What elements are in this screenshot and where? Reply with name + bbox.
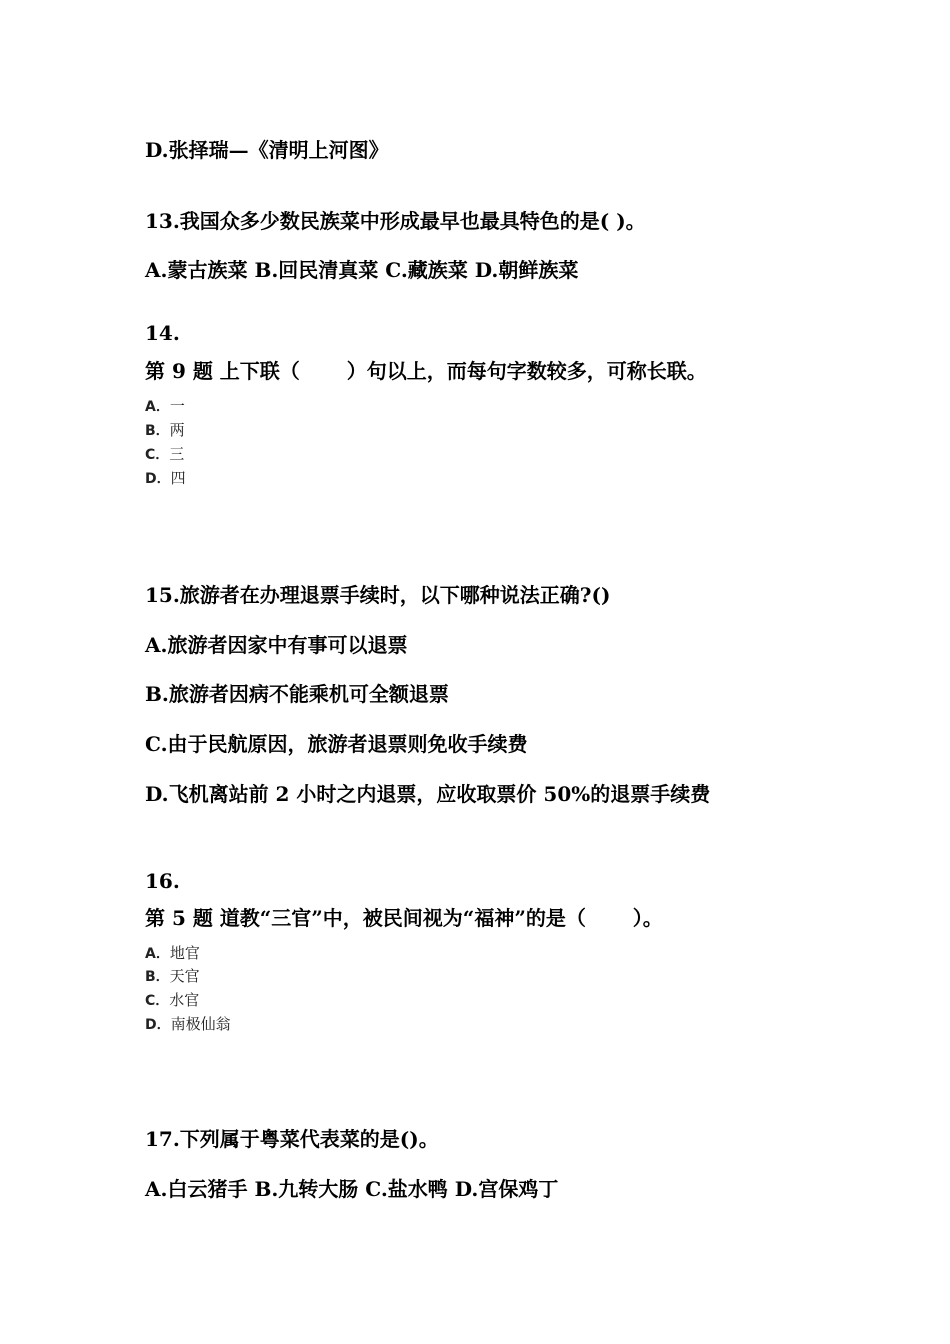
- q14-option-d: D．四: [145, 469, 186, 487]
- q14-option-c: C．三: [145, 445, 185, 463]
- q14-option-b: B．两: [145, 421, 185, 439]
- q15-option-b: B.旅游者因病不能乘机可全额退票: [145, 682, 449, 706]
- q12-option-d: D.张择瑞—《清明上河图》: [145, 138, 389, 162]
- q16-option-b: B．天官: [145, 967, 200, 985]
- q14-option-a: A．一: [145, 397, 185, 415]
- q17-stem: 17.下列属于粤菜代表菜的是()。: [145, 1127, 439, 1151]
- q15-option-a: A.旅游者因家中有事可以退票: [145, 633, 408, 657]
- q14-number: 14.: [145, 321, 180, 345]
- q15-option-c: C.由于民航原因，旅游者退票则免收手续费: [145, 732, 528, 756]
- q13-stem: 13.我国众多少数民族菜中形成最早也最具特色的是( )。: [145, 209, 646, 233]
- q15-stem: 15.旅游者在办理退票手续时，以下哪种说法正确?(): [145, 583, 611, 607]
- q13-options: A.蒙古族菜 B.回民清真菜 C.藏族菜 D.朝鲜族菜: [145, 258, 579, 282]
- q15-option-d: D.飞机离站前 2 小时之内退票，应收取票价 50%的退票手续费: [145, 782, 711, 806]
- q16-number: 16.: [145, 869, 180, 893]
- q16-option-c: C．水官: [145, 991, 200, 1009]
- q16-option-a: A．地官: [145, 944, 200, 962]
- q16-option-d: D．南极仙翁: [145, 1015, 231, 1033]
- q16-stem: 第 5 题 道教“三官”中，被民间视为“福神”的是（ ）。: [145, 906, 663, 930]
- q17-options: A.白云猪手 B.九转大肠 C.盐水鸭 D.宫保鸡丁: [145, 1177, 559, 1201]
- q14-stem: 第 9 题 上下联（ ）句以上，而每句字数较多，可称长联。: [145, 359, 707, 383]
